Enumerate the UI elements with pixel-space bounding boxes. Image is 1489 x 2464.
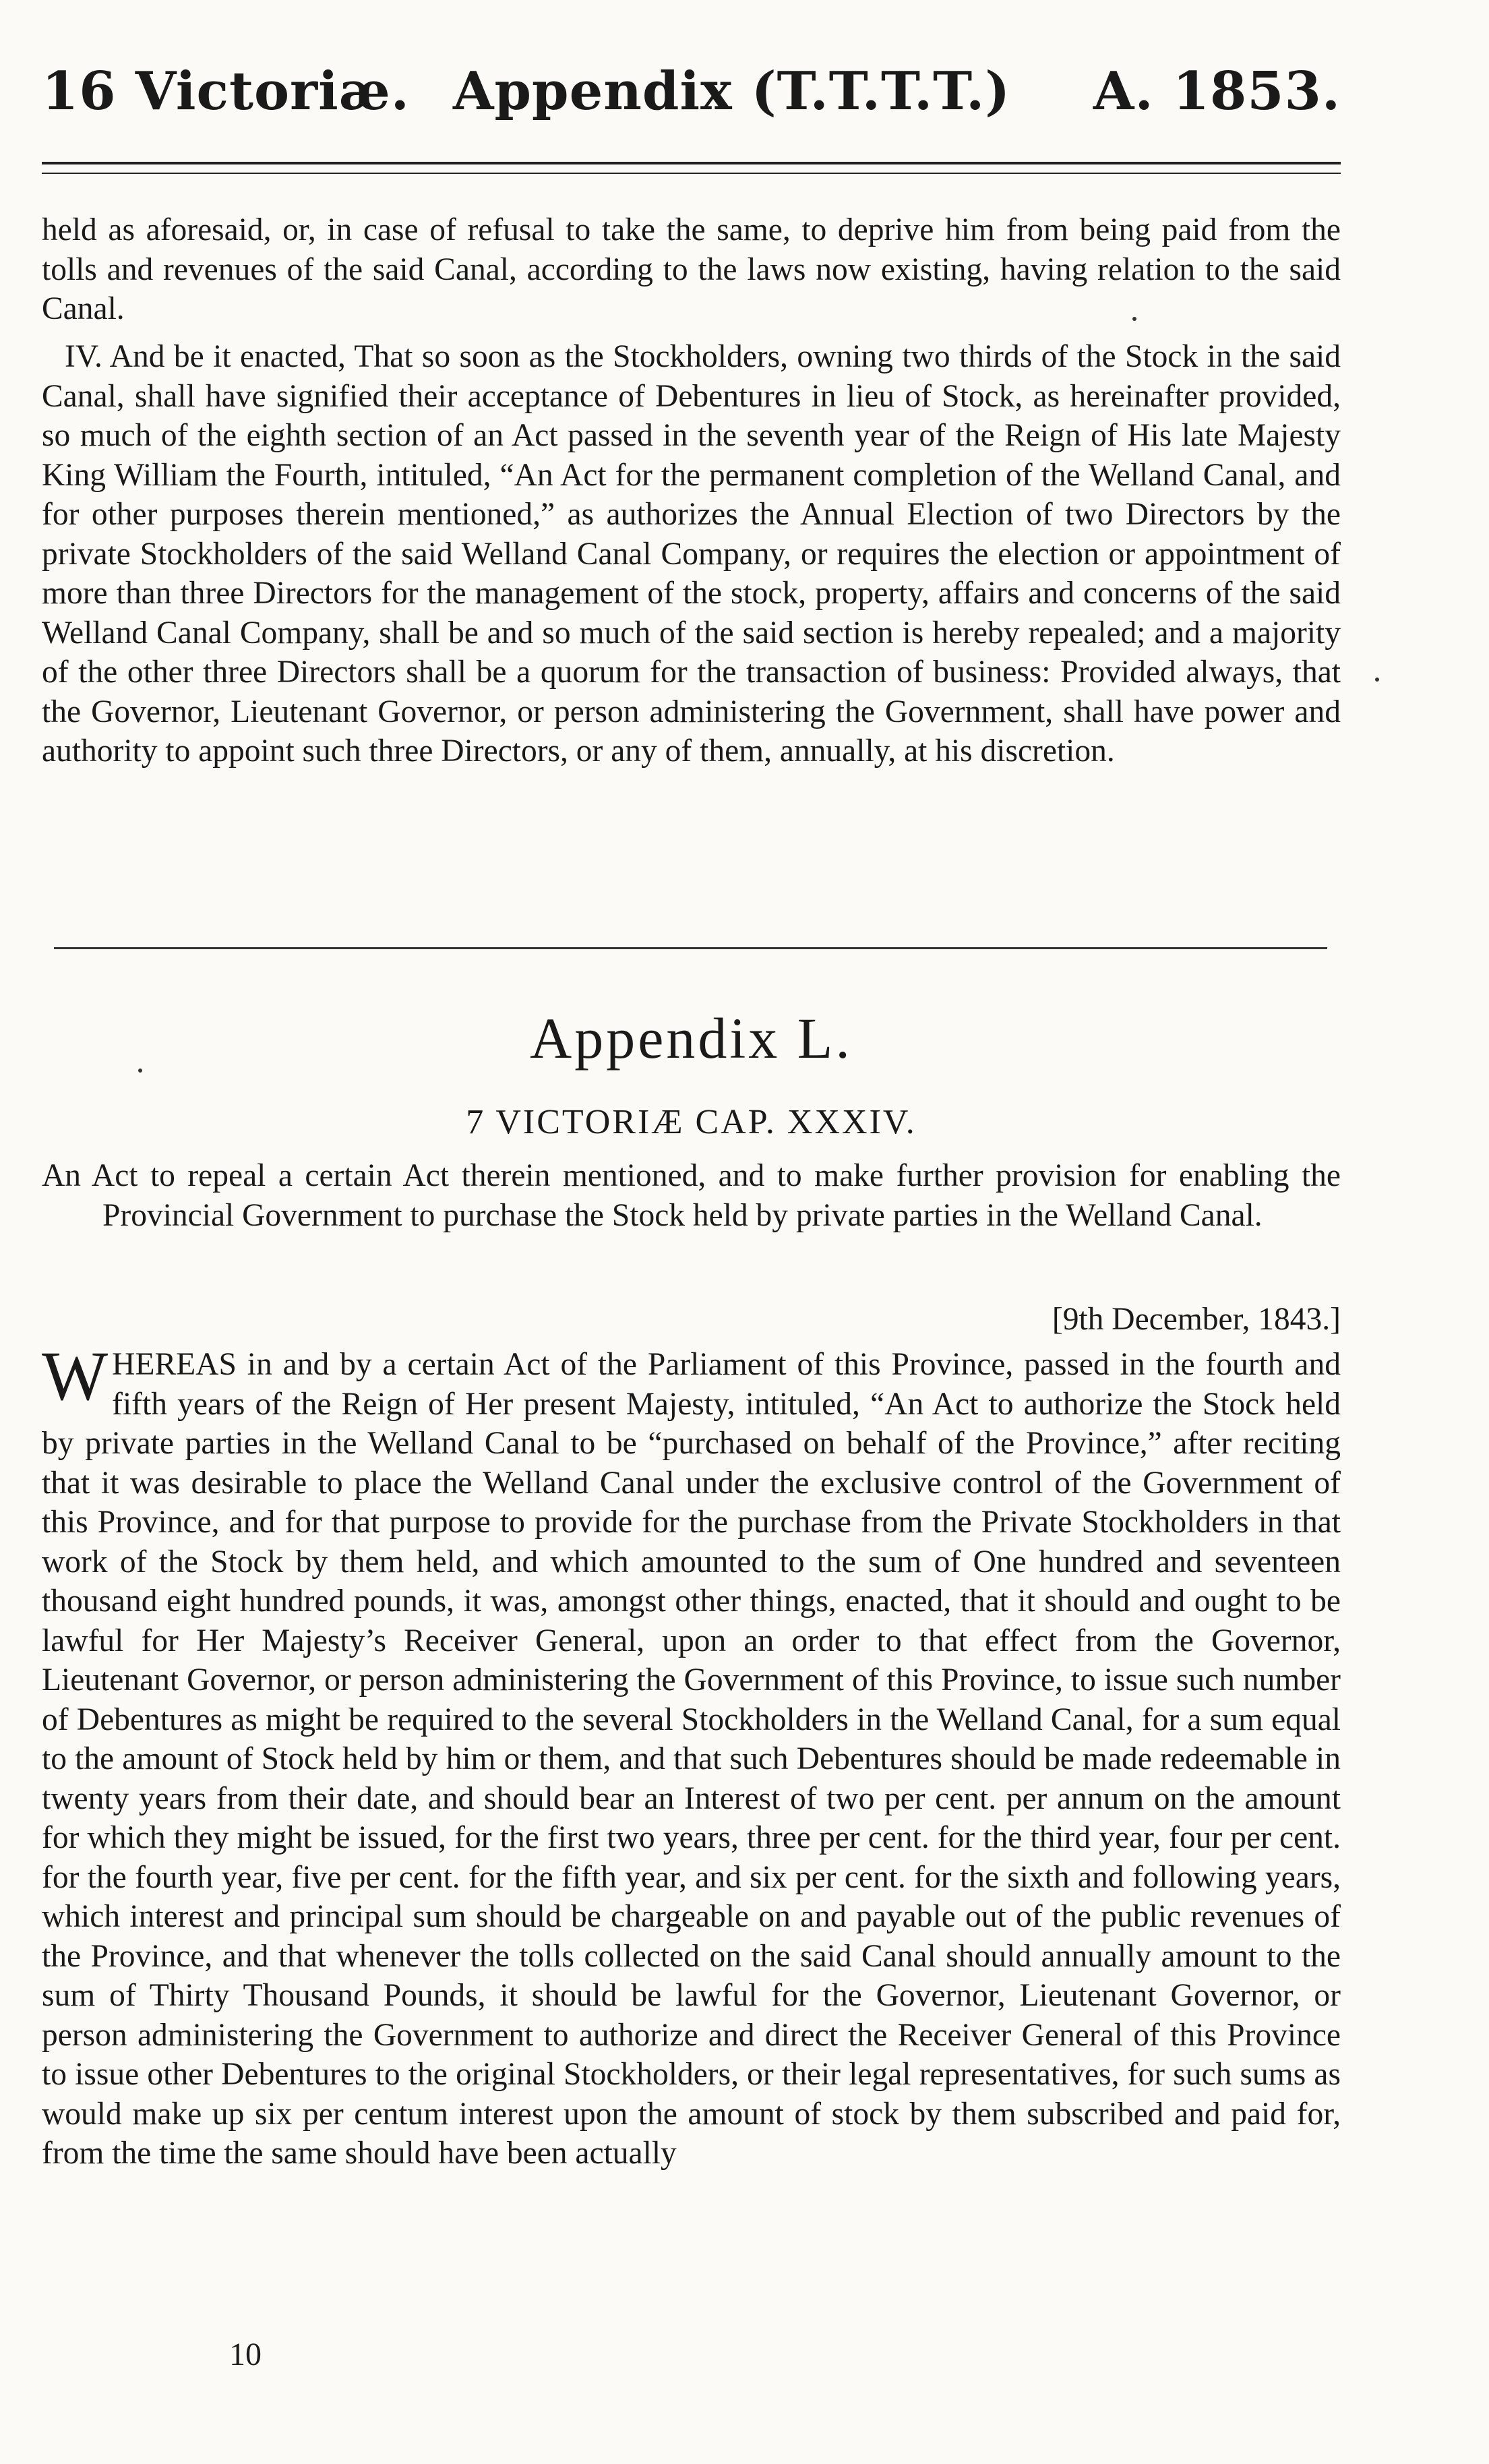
header-year: A. 1853. — [1093, 61, 1341, 122]
page-number: 10 — [229, 2337, 262, 2372]
drop-cap: W — [42, 1338, 109, 1415]
chapter-title: 7 VICTORIÆ CAP. XXXIV. — [466, 1103, 917, 1141]
print-speck — [1375, 678, 1379, 682]
print-speck — [1132, 317, 1136, 321]
running-header — [42, 61, 1341, 135]
header-appendix: Appendix (T.T.T.T.) — [453, 61, 1011, 122]
preamble-text: HEREAS in and by a certain Act of the Parliament of this Province, passed in the fourth and fifth years of the Reign of Her present Majesty, intituled, “An Act to authorize the Stock held by private parties in the Welland Canal to be “purchased on behalf of the Province,” after reciting that it was desirable to place the Welland Canal under the exclusive control of the Government of this Province, and for that purpose to provide for the purchase from the Private Stockholders in that work of the Stock by them held, and which amounted to the sum of One hundred and seventeen thousand eight hundred pounds, it was, amongst other things, enacted, that it should and ought to be lawful for Her Majesty’s Receiver General, upon an order to that effect from the Governor, Lieutenant Governor, or person administering the Government of this Province, to issue such number of Debentures as might be required to the several Stockholders in the Welland Canal, for a sum equal to the amount of Stock held by him or them, and that such Debentures should be made redeemable in twenty years from their date, and should bear an Interest of two per cent. per annum on the amount for which they might be issued, for the first two years, three per cent. for the third year, four per cent. for the fourth year, five per cent. for the fifth year, and six per cent. for the sixth and following years, which interest and principal sum should be chargeable on and payable out of the public revenues of the Province, and that whenever the tolls collected on the said Canal should annually amount to the sum of Thirty Thousand Pounds, it should be lawful for the Governor, Lieutenant Governor, or person administering the Government to authorize and direct the Receiver General of this Province to issue other Debentures to the original Stockholders, or their legal representatives, for such sums as would make up six per centum interest upon the amount of stock by them subscribed and paid for, from the time the same should have been actually — [42, 1347, 1341, 2171]
section-iii-continuation: held as aforesaid, or, in case of refusal to take the same, to deprive him from being paid from the tolls and revenues of the said Canal, according to the laws now existing, having relation to the said Canal. — [42, 212, 1341, 326]
act-long-title: An Act to repeal a certain Act therein mentioned, and to make further provision for enabling the Provincial Government to purchase the Stock held by private parties in the Welland Canal. — [42, 1158, 1341, 1233]
section-divider — [54, 947, 1327, 949]
appendix-title: Appendix L. — [530, 1006, 853, 1071]
print-speck — [138, 1069, 142, 1073]
act-date: [9th December, 1843.] — [1052, 1302, 1341, 1337]
section-iv-paragraph: IV. And be it enacted, That so soon as the Stockholders, owning two thirds of the Stock in the said Canal, shall have signified their acceptance of Debentures in lieu of Stock, as hereinafter provided, so much of the eighth section of an Act passed in the seventh year of the Reign of His late Majesty King William the Fourth, intituled, “An Act for the permanent completion of the Welland Canal, and for other purposes therein mentioned,” as authorizes the Annual Election of two Directors by the private Stockholders of the said Welland Canal Company, or requires the election or appointment of more than three Directors for the management of the stock, property, affairs and concerns of the said Welland Canal Company, shall be and so much of the said section is hereby repealed; and a majority of the other three Directors shall be a quorum for the transaction of business: Provided always, that the Governor, Lieutenant Governor, or person administering the Government, shall have power and authority to appoint such three Directors, or any of them, annually, at his discretion. — [42, 339, 1341, 769]
header-session: 16 Victoriæ. — [42, 61, 410, 122]
header-double-rule — [42, 162, 1341, 174]
preamble-paragraph — [42, 1338, 1341, 2173]
